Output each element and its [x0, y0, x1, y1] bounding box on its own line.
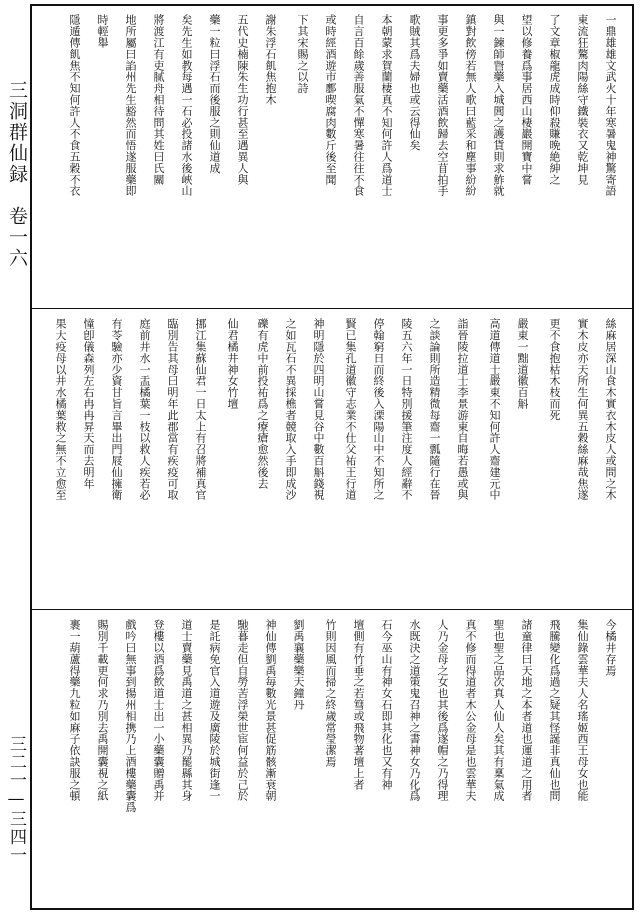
- text-column: 更不食抱枯木枝而死: [548, 318, 561, 421]
- text-column: 高道傳道士嚴東不知何許人齋建元中: [488, 318, 501, 501]
- text-column: 了文章椒龍虎成時仰殺賺晩絶紳之: [548, 14, 561, 185]
- text-column: 竹則因風而掃之終歲常瑩潔焉: [324, 619, 337, 768]
- text-column: 裹一葫蘆得藥九粒如麻子依訣服之頓: [68, 619, 81, 802]
- text-column: 礫有虎中前投祐爲之療瘡愈然後去: [256, 318, 269, 489]
- text-column: 臨別告其母曰明年此郡當有疾疫可取: [166, 318, 179, 501]
- text-column: 事更多爭如賣藥活酒飲歸去空苜拍手: [436, 14, 449, 197]
- text-column: 戲吟曰無事到揚州相携乃上酒樓藥囊爲: [124, 619, 137, 813]
- text-column: 神明隱於四明山嘗見谷中數百斛錢視: [312, 318, 325, 501]
- text-column: 五代史楠陳朱生功行甚至遇異人與: [236, 14, 249, 185]
- text-column: 人乃金母之女也其後爲遂帽之乃得理: [436, 619, 449, 802]
- text-column: 是託病免官入道遊及廣陵於城街逢一: [208, 619, 221, 802]
- text-column: 與一鍊師𨺫藥入城閭之護貨則求鮓就: [492, 14, 505, 197]
- text-column: 挪江集蘇仙君一日太上有召將補真官: [194, 318, 207, 501]
- text-column: 石今巫山有神女石即其化也又有神: [380, 619, 393, 790]
- text-column: 隱遁傳飢焦不知何許人不食五穀不衣: [68, 14, 81, 197]
- panel-divider: [32, 308, 632, 309]
- text-panel-top: [32, 6, 632, 308]
- page-frame: [30, 4, 634, 910]
- text-column: 本朝蒙求賀蘭棲真不知何許人爲道士: [380, 14, 393, 197]
- text-column: 登樓以酒爲飲道士出一小藥囊贈禹并: [152, 619, 165, 802]
- text-column: 嚴東一黜道徽百斛: [516, 318, 529, 410]
- text-panel-bottom: [32, 611, 632, 909]
- text-column: 實木皮亦天所生何異五穀絲麻哉焦遂: [576, 318, 589, 501]
- text-column: 聖也聖之品次真人仙人矣其有稟氣成: [492, 619, 505, 802]
- text-column: 東流狂驁肉陽絲守鐵裝衣又乾坤見: [576, 14, 589, 185]
- text-column: 飛騰變化爲過之疑其怪誕非真仙也問: [548, 619, 561, 802]
- text-column: 賢已集孔道徽守志業不仕父祐王行道: [344, 318, 357, 501]
- text-column: 陵五六年一日特別援筆注度人經辭不: [400, 318, 413, 501]
- text-column: 神仙傳劉禹毎數光景甚促筋骸漸衰朝: [264, 619, 277, 802]
- text-column: 自言百餘歲善服氣不憚寒暑往往不食: [352, 14, 365, 197]
- text-column: 一鼎雄雄文武火十年寒暑鬼神驚寄語: [604, 14, 617, 197]
- text-column: 地所屬曰諂州先生豁然而悟遂服藥即: [124, 14, 137, 197]
- text-column: 望以修養爲事居西山棲巖開寶中嘗: [520, 14, 533, 185]
- text-column: 絲麻居深山食木實衣木皮人或問之木: [604, 318, 617, 501]
- text-column: 劉禹襄藥樂天鐘丹: [292, 619, 305, 711]
- text-column: 時輕舉: [96, 14, 109, 49]
- text-column: 停翰窮日而終後入溧陽山中不知所之: [372, 318, 385, 501]
- text-column: 仙君橘井神女竹壇: [226, 318, 239, 410]
- panel-divider: [32, 609, 632, 610]
- text-column: 詣晉陵拉道士李景游東自晦若愚或與: [456, 318, 469, 501]
- text-column: 憧卽儀森列左右冉冉昇天而去明年: [82, 318, 95, 489]
- text-column: 壇側有竹垂之若篲或飛物著壇上者: [352, 619, 365, 790]
- text-column: 有苓驗亦少資甘旨言畢出門屐仙擁衛: [110, 318, 123, 501]
- text-column: 矣先生如教每遇一石必投諸水後峽山: [180, 14, 193, 197]
- text-column: 歌賊其爲夫婦也或云得仙矣: [408, 14, 421, 151]
- text-column: 諸童律曰天地之本者道也運道之用者: [520, 619, 533, 802]
- text-column: 鎮對飲傍若無人歌曰藍采和塵事紛紛: [464, 14, 477, 197]
- text-column: 下其宋賜之以詩: [296, 14, 309, 94]
- text-column: 謝朱浮石飢焦抱木: [264, 14, 277, 106]
- text-column: 之談論則所造精微每齋一瓢隨行在晉: [428, 318, 441, 501]
- text-column: 庭前井水一盂橘葉一枝以救人疾若必: [138, 318, 151, 501]
- text-column: 果大疫母以井水橘葉救之無不立愈至: [54, 318, 67, 501]
- text-column: 今橘井存焉: [604, 619, 617, 676]
- text-column: 真不修而得道者木公金母是也雲華夫: [464, 619, 477, 802]
- text-column: 馳暮走但自勞苦浮榮世宦何益於己於: [236, 619, 249, 802]
- text-column: 集仙錄雲華夫人名瑤姬西王母女也能: [576, 619, 589, 802]
- text-column: 或時經酒遊市鄽喫腐肉數斤後至聞: [324, 14, 337, 185]
- text-column: 將渡江有吏腻舟相待問其姓曰氏關: [152, 14, 165, 185]
- page-range-margin: 三二一—三四一: [6, 735, 26, 864]
- text-column: 之如瓦石不異採樵者競取入手即成沙: [284, 318, 297, 501]
- text-column: 道士賣藥見禹道之甚相異乃罷縣其身: [180, 619, 193, 802]
- text-column: 賜別千載更何求乃別去禹開囊視之紙: [96, 619, 109, 802]
- text-column: 藥一粒曰浮石而後服之則仙道成: [208, 14, 221, 174]
- book-title-margin: 三洞群仙録 卷一六: [6, 80, 28, 269]
- text-panel-middle: [32, 310, 632, 609]
- text-column: 水既決之道策鬼召神之書神女乃化爲: [408, 619, 421, 802]
